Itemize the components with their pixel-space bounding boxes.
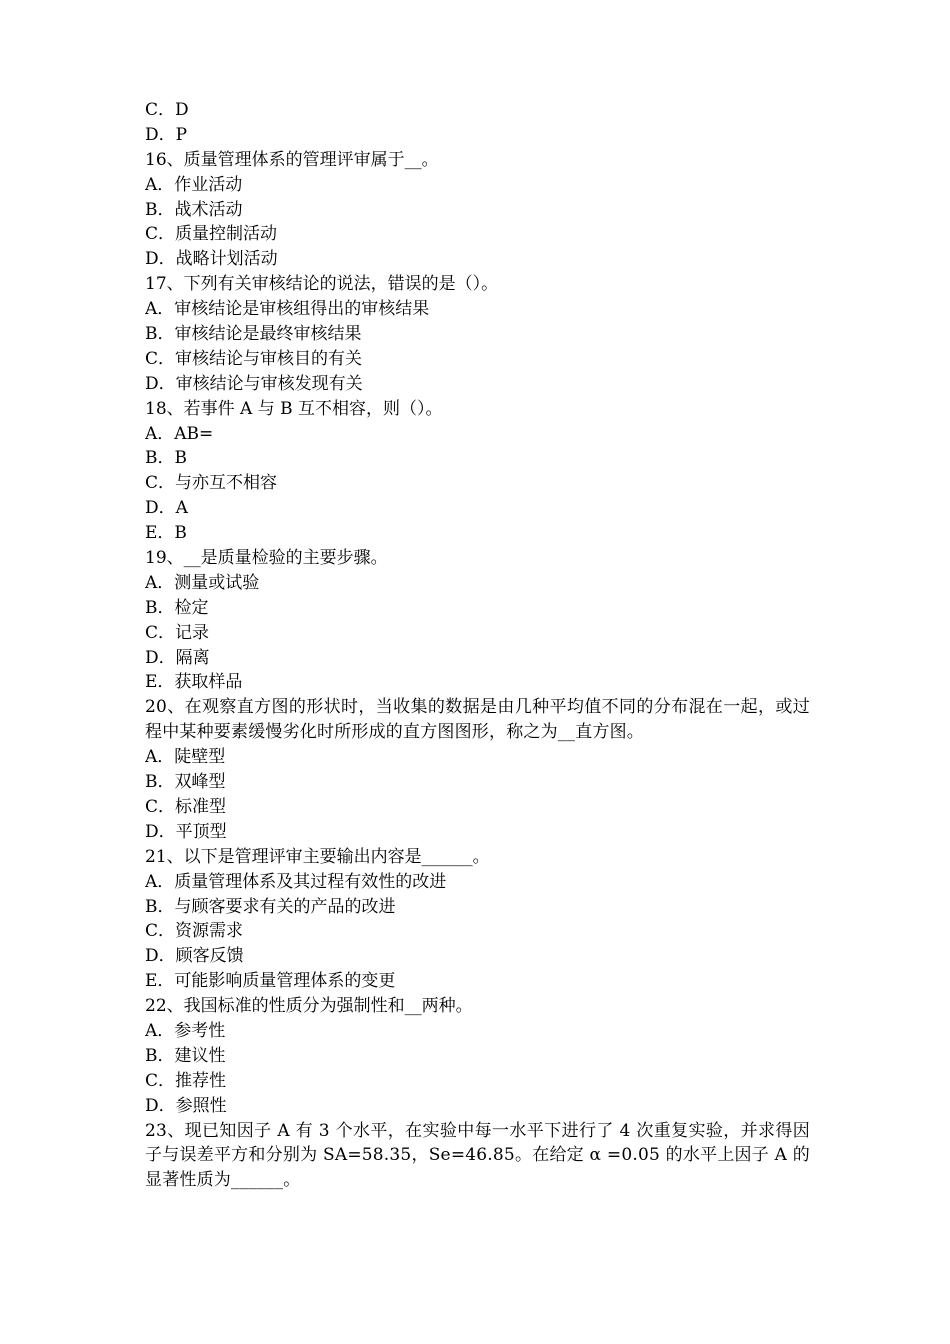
answer-option: C．质量控制活动: [145, 224, 278, 245]
question-text: 21、以下是管理评审主要输出内容是______。: [145, 846, 490, 867]
answer-option: D．审核结论与审核发现有关: [145, 373, 363, 394]
answer-option: D．P: [145, 124, 188, 145]
answer-option: B．战术活动: [145, 199, 243, 220]
answer-option: C．D: [145, 100, 189, 120]
answer-option: E．可能影响质量管理体系的变更: [145, 971, 396, 992]
question-text: 16、质量管理体系的管理评审属于__。: [145, 149, 439, 170]
answer-option: E．获取样品: [145, 672, 243, 693]
question-text: 17、下列有关审核结论的说法，错误的是（）。: [145, 274, 499, 295]
answer-option: A．测量或试验: [145, 572, 260, 593]
answer-option: A．陡壁型: [145, 747, 226, 768]
question-text: 22、我国标准的性质分为强制性和__两种。: [145, 996, 473, 1017]
answer-option: B．审核结论是最终审核结果: [145, 324, 362, 345]
answer-option: B．检定: [145, 597, 209, 618]
answer-option: E．B: [145, 523, 187, 544]
answer-option: D．战略计划活动: [145, 249, 278, 270]
question-text: 19、__是质量检验的主要步骤。: [145, 548, 388, 569]
answer-option: A．质量管理体系及其过程有效性的改进: [145, 871, 447, 892]
answer-option: A．作业活动: [145, 174, 243, 195]
answer-option: C．与亦互不相容: [145, 473, 278, 494]
answer-option: B．B: [145, 448, 187, 469]
answer-option: D．参照性: [145, 1095, 227, 1116]
answer-option: B．双峰型: [145, 772, 226, 793]
exam-question-list: [145, 98, 810, 1193]
question-text: 18、若事件 A 与 B 互不相容，则（）。: [145, 398, 443, 419]
answer-option: C．记录: [145, 622, 210, 643]
answer-option: C．标准型: [145, 796, 227, 817]
answer-option: D．平顶型: [145, 821, 227, 842]
answer-option: C．推荐性: [145, 1070, 227, 1091]
answer-option: C．资源需求: [145, 921, 244, 942]
answer-option: C．审核结论与审核目的有关: [145, 348, 363, 369]
answer-option: B．建议性: [145, 1045, 226, 1066]
answer-option: B．与顾客要求有关的产品的改进: [145, 896, 396, 917]
answer-option: D．A: [145, 498, 188, 519]
answer-option: A．参考性: [145, 1020, 226, 1041]
answer-option: D．隔离: [145, 647, 210, 668]
answer-option: A．审核结论是审核组得出的审核结果: [145, 299, 430, 320]
answer-option: D．顾客反馈: [145, 946, 244, 967]
answer-option: A．AB=: [145, 423, 214, 444]
question-text: 23、现已知因子 A 有 3 个水平，在实验中每一水平下进行了 4 次重复实验，并求得因子与误差平方和分别为 SA=58.35，Se=46.85。在给定 α =0.05 的水平上因子 A 的显著性质为______。: [145, 1120, 810, 1191]
question-text: 20、在观察直方图的形状时，当收集的数据是由几种平均值不同的分布混在一起，或过程中某种要素缓慢劣化时所形成的直方图图形，称之为__直方图。: [145, 697, 810, 743]
